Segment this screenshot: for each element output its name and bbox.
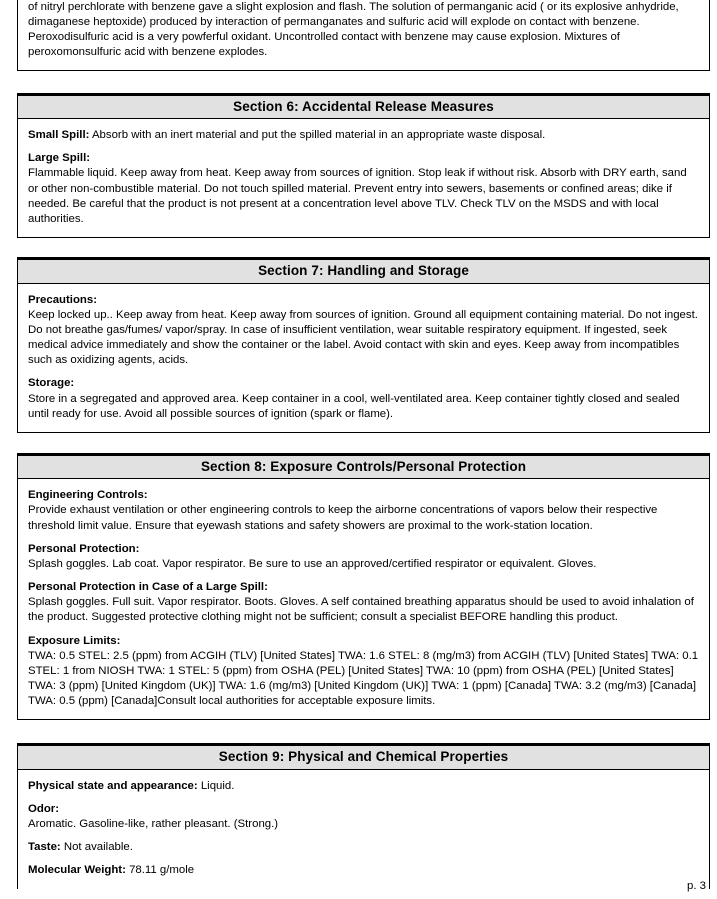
continued-paragraph: of nitryl perchlorate with benzene gave a slight explosion and flash. The solution of permanganic acid ( or its explosive anhydride, dimaganese heptoxide) produced by interaction of permanganates and sulfuric acid will explode on contact with benzene. Peroxodisulfuric acid is a very powferful oxidant. Uncontrolled contact with benzene may cause explosion. Mixtures of peroxomonsulfuric acid with benzene explodes. [28,1,679,59]
molecular-weight-label: Molecular Weight: [28,864,126,877]
section-7-body [17,284,710,433]
storage-label: Storage: [28,377,75,390]
physical-state-label: Physical state and appearance: [28,779,198,792]
large-spill-protection-text: Splash goggles. Full suit. Vapor respirator. Boots. Gloves. A self contained breathing apparatus should be used to avoid inhalation of the product. Suggested protective clothing might not be sufficient; consult a specialist BEFORE handling this product. [28,596,694,624]
page-number: p. 3 [687,879,706,892]
odor-text: Aromatic. Gasoline-like, rather pleasant. (Strong.) [28,818,279,831]
section-8-title: Section 8: Exposure Controls/Personal Protection [17,453,710,480]
engineering-controls-text: Provide exhaust ventilation or other engineering controls to keep the airborne concentrations of vapors below their respective threshold limit value. Ensure that eyewash stations and safety showers are proximal to the work-station location. [28,504,658,532]
personal-protection-block [28,542,699,572]
engineering-controls-label: Engineering Controls: [28,489,148,502]
section-6-title: Section 6: Accidental Release Measures [17,93,710,120]
storage-text: Store in a segregated and approved area. Keep container in a cool, well-ventilated area. Keep container tightly closed and sealed until ready for use. Avoid all possible sources of ignition (spark or flame). [28,392,680,420]
exposure-limits-block [28,634,699,710]
precautions-label: Precautions: [28,293,97,306]
taste-block [28,840,699,855]
exposure-limits-text: TWA: 0.5 STEL: 2.5 (ppm) from ACGIH (TLV) [United States] TWA: 1.6 STEL: 8 (mg/m3) from ACGIH (TLV) [United States] TWA: 0.1 STEL: 1 from NIOSH TWA: 1 STEL: 5 (ppm) from OSHA (PEL) [United States] TWA: 10 (ppm) from OSHA (PEL) [United States] TWA: 3 (ppm) [United Kingdom (UK)] TWA: 1.6 (mg/m3) [United Kingdom (UK)] TWA: 1 (ppm) [Canada] TWA: 3.2 (mg/m3) [Canada] TWA: 0.5 (ppm) [Canada]Consult local authorities for acceptable exposure limits. [28,649,699,708]
section-7-title: Section 7: Handling and Storage [17,257,710,284]
large-spill-protection-block [28,580,699,625]
small-spill-text: Absorb with an inert material and put the spilled material in an appropriate waste disposal. [91,129,546,142]
taste-text: Not available. [63,841,133,854]
section-8-body [17,479,710,720]
personal-protection-text: Splash goggles. Lab coat. Vapor respirator. Be sure to use an approved/certified respirator or equivalent. Gloves. [28,557,597,570]
section-7 [17,257,710,433]
odor-block [28,802,699,832]
section-6 [17,93,710,238]
personal-protection-label: Personal Protection: [28,542,140,555]
physical-state-text: Liquid. [200,779,235,792]
molecular-weight-text: 78.11 g/mole [129,864,195,877]
odor-label: Odor: [28,803,60,815]
section-9-title: Section 9: Physical and Chemical Properties [17,743,710,770]
continued-section [17,0,710,71]
molecular-weight-block [28,863,699,878]
large-spill-block [28,151,699,227]
large-spill-text: Flammable liquid. Keep away from heat. Keep away from sources of ignition. Stop leak if without risk. Absorb with DRY earth, sand or other non-combustible material. Do not touch spilled material. Prevent entry into sewers, basements or confined areas; dike if needed. Be careful that the product is not present at a concentration level above TLV. Check TLV on the MSDS and with local authorities. [28,167,687,225]
storage-block [28,376,699,421]
taste-label: Taste: [28,841,61,854]
physical-state-block [28,779,699,794]
precautions-text: Keep locked up.. Keep away from heat. Keep away from sources of ignition. Ground all equipment containing material. Do not ingest. Do not breathe gas/fumes/ vapor/spray. In case of insufficient ventilation, wear suitable respiratory equipment. If ingested, seek medical advice immediately and show the container or the label. Avoid contact with skin and eyes. Keep away from incompatibles such as oxidizing agents, acids. [28,308,698,367]
engineering-controls-block [28,488,699,533]
section-9-body [17,770,710,889]
large-spill-label: Large Spill: [28,152,91,165]
section-8 [17,453,710,721]
small-spill-label: Small Spill: [28,129,90,142]
continued-text-box [17,0,710,71]
section-6-body [17,119,710,238]
section-9 [17,743,710,888]
exposure-limits-label: Exposure Limits: [28,634,121,647]
precautions-block [28,293,699,369]
large-spill-protection-label: Personal Protection in Case of a Large Spill: [28,581,268,594]
small-spill-block [28,128,699,143]
